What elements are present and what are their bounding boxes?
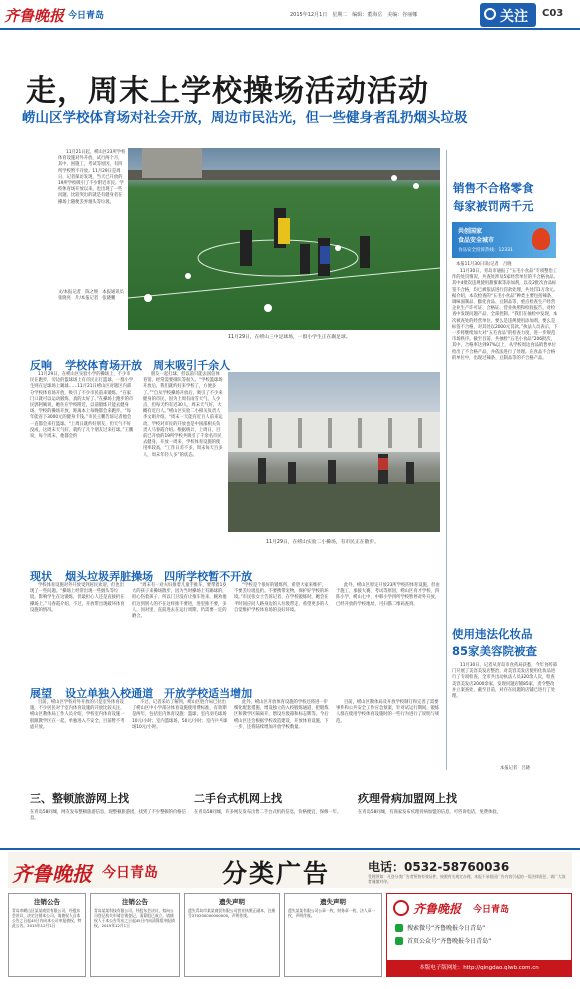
section3-tag: 展望 [30,687,52,700]
brief1-text: 在青岛58同城，网友发布整顿旅游信息，现整顿旅游团，找到了不少整顿的价格信息。 [30,810,186,822]
section2-heading [30,565,252,584]
brief-1 [30,790,186,850]
photo2-caption: 11月29日，在崂山实验二小操场，有市民正在散步。 [266,540,379,545]
section2-tag: 现状 [30,570,52,583]
promo-url[interactable]: 本版电子版网址：http://qingdao.qlwb.com.cn [387,960,571,976]
classified-note: 受理须知：凡登分类广告者须持有效证件，按照有关规定办理，本报不承担因广告内容引起的一切法律责任，请广大读者谨慎对待。 [368,874,566,884]
classified-rule [0,848,580,850]
page-header [0,0,580,30]
food-safety-banner [452,222,556,258]
wechat-icon-2 [395,937,403,945]
brief1-title: 三、整顿旅游网上找 [30,792,129,805]
classified-edition: 今日青岛 [102,865,158,881]
column-divider [446,150,447,770]
banner-hotline: 食品安全投诉热线：12331 [458,248,513,253]
section2-col2: “周末有一对夫妇推着儿童手推车，要带着1岁大的孩子来操场散步，因为当时操场上有踢球的，担心伤着孩子，所以门卫没有让推车进来，婉劝他们这到别人的不在这样推不要进，进里推不要，多人，同对里，直前进去在运行周期，仍需要一定的磨合。 [132,583,227,620]
notice-3 [184,893,280,977]
lead-byline: 文/本报记者 陈之焕 本报通讯员 张晓亮 片/本报记者 张晓鹏 [58,290,129,302]
promo-logo: 齐鲁晚报 [413,902,462,916]
section-name: 关注 [500,9,528,25]
section1-col1: 11月29日，在崂山区实验小学的操场上，不少市民在跑步，旁边的篮球场上有市民正打篮球，一群小学生则在足球场上踢球……11月21日崂山区对辖区内部分学校体育场开放，吸引了不少市民前来锻炼。“在家门口就可以运动锻炼，真的太好了。”在操场上跑步的市民郭阿姨说，她住在学校附近，以前锻炼只能去健身场，学校的操场开放，距离本上每晚都会来跑步。“每年能省下3000元的健身卡钱。”市民王鹏告诉记者他会一直都会来打篮球。“上周日就约好朋友，但天气不好没成，这周末天气好，就约了几个朋友过来打球。”王鹏说，每个周末，他都会约 [30,372,134,440]
sidebar1-title1: 销售不合格零食 [453,181,534,195]
banner-line2: 食品安全城市 [458,237,495,244]
section3-col4: 目前，崂山区教体局及开放学校制订和完善了需要事件和公共安全工作应急预案，针对试运行期间，锻炼人群在使用学校体育设施时的一些行为进行了说明与规范。 [336,700,440,724]
brief-2 [194,790,350,850]
photo1-caption: 11月29日，在崂山三中足球场，一群小学生正在踢足球。 [228,335,351,340]
promo-line2: 首页公众号“齐鲁晚报今日青岛” [407,938,492,945]
promo-edition: 今日青岛 [473,905,510,915]
section3-title: 设立单独入校通道 开放学校适当增加 [65,687,253,700]
edition-name: 今日青岛 [68,11,105,21]
promo-box [386,893,572,977]
sidebar1-byline: 本报11月30日讯(记者 吕晓 [456,262,512,267]
notice3-title: 遗失声明 [219,898,245,906]
notice4-title: 遗失声明 [320,898,346,906]
sidebar2-title1: 使用违法化妆品 [452,627,533,641]
masthead-logo: 齐鲁晚报 [4,7,65,25]
classified-header [8,852,572,888]
promo-badge-icon [393,900,409,916]
subheadline: 崂山区学校体育场对社会开放，周边市民沾光，但一些健身者乱扔烟头垃圾 [22,110,468,126]
notice1-text: 青岛市崂山区某某商贸有限公司，经股东会决议，决定注销本公司，请债权人自本公告之日起45日内向本公司申报债权。特此公告。2015年12月1日 [12,908,82,928]
football-photo [128,148,440,330]
section-circle-icon [484,8,496,20]
section2-col3: “学校是个很好的锻炼所，希望大家来维护，不要丢垃圾乱扔。不要携带宠物，保护好学校的环境。”市民张女士告诉记者，在学校锻炼时，她会在平时间应问人路身边的人垃圾带走，希望更多的人自觉维护学校体育场的良好环境。 [234,583,329,613]
section3-heading [30,682,252,701]
sidebar2-title2: 85家美容院被查 [452,644,538,658]
lead-text: 11月21日起，崂山区23所学校体育设施对外开放，试行两个月，其中，困施工、考试等原因，有四所学校暂不开放。11月29日是周日，记者探访发现，当天已开放的19所学校吸引了不少附近市民。学校体育场开放以来，也出现了一些问题，比较突出的就是有健身者在操场上随便丢弃烟头等垃圾。 [58,150,126,205]
notice2-text: 青岛某某科技有限公司，经股东会决议，拟向公司登记机关申请注销登记，清算组已成立，请债权人于本公告发布之日起45日内向清算组申报债权。2015年12月1日 [94,908,175,928]
section3-col1: 目前，崂山区学校对外开放的只是室外体育设施，不少居民对于室内体育设施的开放比较关注，崂山区教体局工作人员介绍，学校室内体育设施一般跟教学区在一起，单独进入不安全，目前暂不考虑开放。 [30,700,125,730]
classified-logo: 齐鲁晚报 [12,862,92,886]
walking-photo [228,372,440,532]
section3-col3: 此外，崂山区开放体育设施的学校还将进一步细化配套措施，增设独立的入校锻炼通道，把锻炼区和教学区隔离开，增设垃圾箱和标志牌等。今后崂山区还会根据学校改造建设，开放体育设施，下一步，还将陆续增加开放学校数量。 [234,700,329,730]
sidebar2-text: 11月30日，记者从青岛市食药局获悉，今年食药部门开展了美容美发店整治，对美容美发店使用化妆品进行了专项检查，全市共出动执法人员320余人次，检查美容美发店2000余家，发现问题店铺85家，责令整改并立案查处，截至目前，对存在问题的店铺已进行了处理。 [452,663,557,700]
section-badge [480,3,536,27]
section1-tag: 反响 [30,359,52,372]
section2-col1: 学校体育设施对外开放受到居民欢迎，但也出现了一些问题。“操场上经常出现一些烟头等垃圾，影响学生在这锻炼，但最担心人还是直接扔在操场上。”马春霞介绍，不过，开放带出现破坏体育设施的情况。 [30,583,125,613]
section1-col2: 朋友一起打球，但以前只能去国信体育馆，经常需要排队等很久。“学校篮球场开放后，我们就约好来学校了，方便多了。”“自从学校操场开放后，吸引了不少来健身的市民，因为上周有雨雪天气，人少点，但每天约有近30人，周末天气好，大概有近百人。”崂山区实验二小相关负责人李文娟介绍。“周末一天能有近百人前来运动，学校对市民的开放也是中国部相关负责人马春霞介绍。根据统计，上周日，目前已开放的19所学校共吸引了千余名市民去健身，开放一周来，学校体育设施的使用率较高，“工作日差不多，周末每天百多人，周末年轻人多”的状态。 [143,372,223,458]
promo-line1: 搜索微号“齐鲁晚报今日青岛” [407,925,486,932]
brief2-text: 在青岛58同城，许多网友发布出售二手台式机的信息，价格便宜，保修一年。 [194,810,342,815]
headline: 走，周末上学校操场活动活动 [26,74,429,109]
sidebar2-byline: 本报记者 吕晓 [500,766,531,771]
brief-3 [358,790,558,850]
notice-1 [8,893,86,977]
page-number: C03 [542,8,564,19]
classified-title: 分类广告 [222,859,331,888]
section2-title: 烟头垃圾弄脏操场 四所学校暂不开放 [65,570,253,583]
sidebar1-text: 11月30日，青岛市通报了“五毛小食品”专项整治工作的处罚情况，共查处涉及5家经营单位的不合格食品，其中4批次违规使用甜蜜素等添加剂，以及2批次食品标签不合格，均已被依法进行罚款处理，共处罚1万余元。据介绍，本次检查的“五毛小食品”种类主要包括辣条、调味面制品、膨化食品、豆制品等，重点检查生产经营企业生产许可证、合格证、营业执照和检验报告。对检查中发现问题产品，全部控制。“我们在抽检中发现，本次被查处的经营单位，要么是违规使用添加剂，要么是标签不合格，对其处以2000元罚款。”执法人员表示，下一步将继续加大对“五毛食品”的检查力度，进一步规范市场秩序。截至目前，共抽检“五毛小食品”206批次，其中，合格率达到97%以上，从学校周边食品销售单位检出了不合格产品，并依法进行了处理。在食品不合格的单位中，出现过辣条、豆制品等的不合格产品。 [452,269,558,361]
brief3-title: 疚理骨病加盟网上找 [358,792,457,805]
notice1-title: 注销公告 [34,898,60,906]
brief2-title: 二手台式机网上找 [194,792,282,805]
date-line: 2015年12月1日 星期二 编辑：董海岳 美编：谷丽娜 [290,12,418,18]
section1-heading [30,354,230,373]
brief3-text: 在青岛58同城，有商家发布疚理骨病加盟的信息，可咨询电话，免费体验。 [358,810,501,815]
notice-4 [284,893,382,977]
notice4-text: 遗失某某有限公司公章一枚，财务章一枚，法人章一枚，声明作废。 [288,908,376,918]
classified-phone: 电话：0532-58760036 [368,860,510,874]
notice3-text: 遗失青岛市某某商贸有限公司营业执照正副本，注册号370200000000000，声明作废。 [188,908,276,918]
section1-title: 学校体育场开放 周末吸引千余人 [65,359,231,372]
section3-col2: 不过，记者采访了解到，崂山区胜介局已拉出了崂山区中小学部分体育设施使用费标准，有效期是两年，包括室内体育设施：篮球，室内羽毛球场10元/小时；室内篮球场，50元/小时；室内乒乓球场10元/小时。 [132,700,228,730]
wechat-icon [395,924,403,932]
notice-2 [90,893,180,977]
banner-line1: 共创国家 [458,228,483,235]
notice2-title: 注销公告 [122,898,148,906]
food-icon [532,228,550,250]
section2-col4: 此外，崂山区原定开放23所学校的体育设施，但由于施工、承接大赛、考试等原因，崂山区育才学校、四阵小学、崂山七中、中韩小学四所学校暂停对外开放，已经开放的学校地址，可扫描二维码查询。 [336,583,440,607]
sidebar1-title2: 每家被罚两千元 [453,199,534,213]
